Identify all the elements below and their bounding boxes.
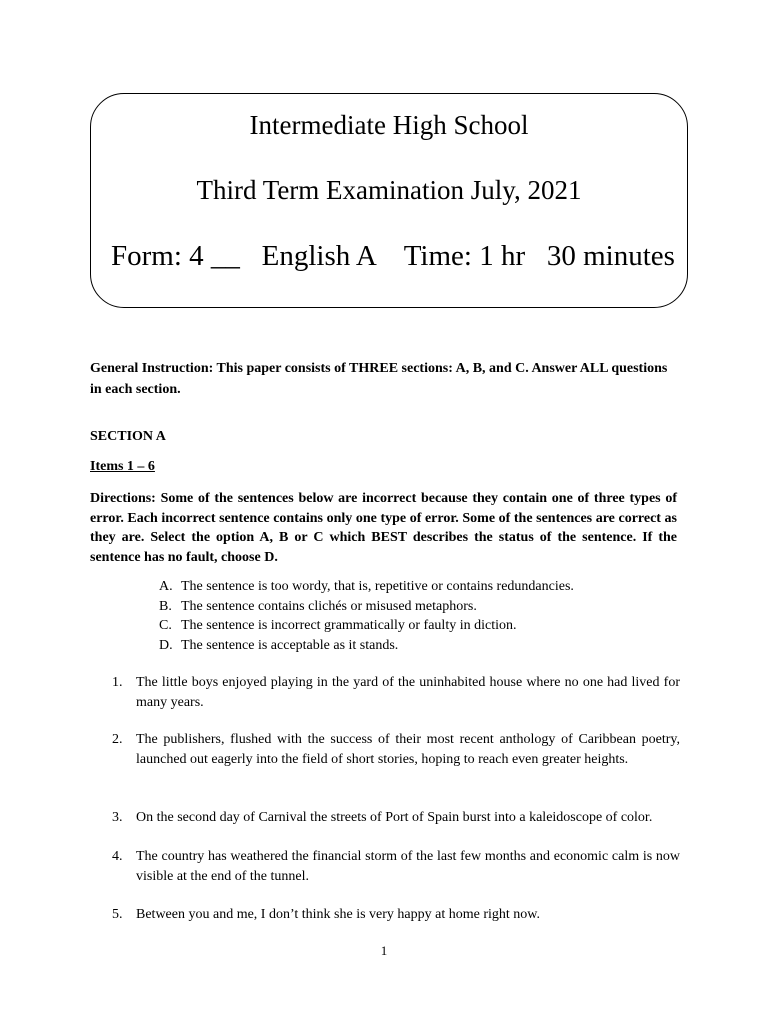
question-text: On the second day of Carnival the streets of Port of Spain burst into a kaleidoscope of color. <box>136 810 653 825</box>
option-letter: D. <box>159 637 173 653</box>
question-number: 2. <box>112 732 123 747</box>
option-b <box>159 597 679 617</box>
question-text: Between you and me, I don’t think she is very happy at home right now. <box>136 907 540 922</box>
question-number: 3. <box>112 810 123 825</box>
answer-options <box>159 577 679 655</box>
option-text: The sentence is too wordy, that is, repetitive or contains redundancies. <box>181 579 574 594</box>
question-number: 4. <box>112 849 123 864</box>
exam-title: Third Term Examination July, 2021 <box>196 175 582 205</box>
question-text: The little boys enjoyed playing in the yard of the uninhabited house where no one had lived for many years. <box>136 675 680 710</box>
option-letter: B. <box>159 598 172 614</box>
option-letter: C. <box>159 618 172 633</box>
question-3 <box>112 808 680 828</box>
option-text: The sentence is acceptable as it stands. <box>181 637 399 653</box>
option-a <box>159 577 679 597</box>
items-label: Items 1 – 6 <box>90 459 155 474</box>
directions: Directions: Some of the sentences below are incorrect because they contain one of three types of error. Each incorrect sentence contains only one type of error. Some of the sentences are correct as they are. Select the option A, B or C which BEST describes the status of the sentence. If the sentence has no fault, choose D. <box>90 491 677 565</box>
question-5 <box>112 905 680 925</box>
question-text: The country has weathered the financial storm of the last few months and economic calm is now visible at the end of the tunnel. <box>136 849 680 884</box>
option-c <box>159 616 679 636</box>
option-letter: A. <box>159 579 173 594</box>
section-title: SECTION A <box>90 429 166 444</box>
option-text: The sentence is incorrect grammatically or faulty in diction. <box>181 618 517 633</box>
general-instruction: General Instruction: This paper consists of THREE sections: A, B, and C. Answer ALL questions in each section. <box>90 361 668 397</box>
form-subject-time: Form: 4 __ English A Time: 1 hr 30 minutes <box>111 240 675 272</box>
option-text: The sentence contains clichés or misused metaphors. <box>181 598 477 614</box>
question-1 <box>112 673 680 712</box>
question-4 <box>112 847 680 886</box>
exam-header-box <box>90 93 688 308</box>
school-name: Intermediate High School <box>249 110 529 140</box>
page-number: 1 <box>380 943 388 958</box>
question-number: 5. <box>112 907 123 922</box>
option-d <box>159 636 679 656</box>
question-number: 1. <box>112 675 123 690</box>
question-text: The publishers, flushed with the success of their most recent anthology of Caribbean poetry, launched out eagerly into the field of short stories, hoping to reach even greater heights. <box>136 732 680 767</box>
question-2 <box>112 730 680 769</box>
